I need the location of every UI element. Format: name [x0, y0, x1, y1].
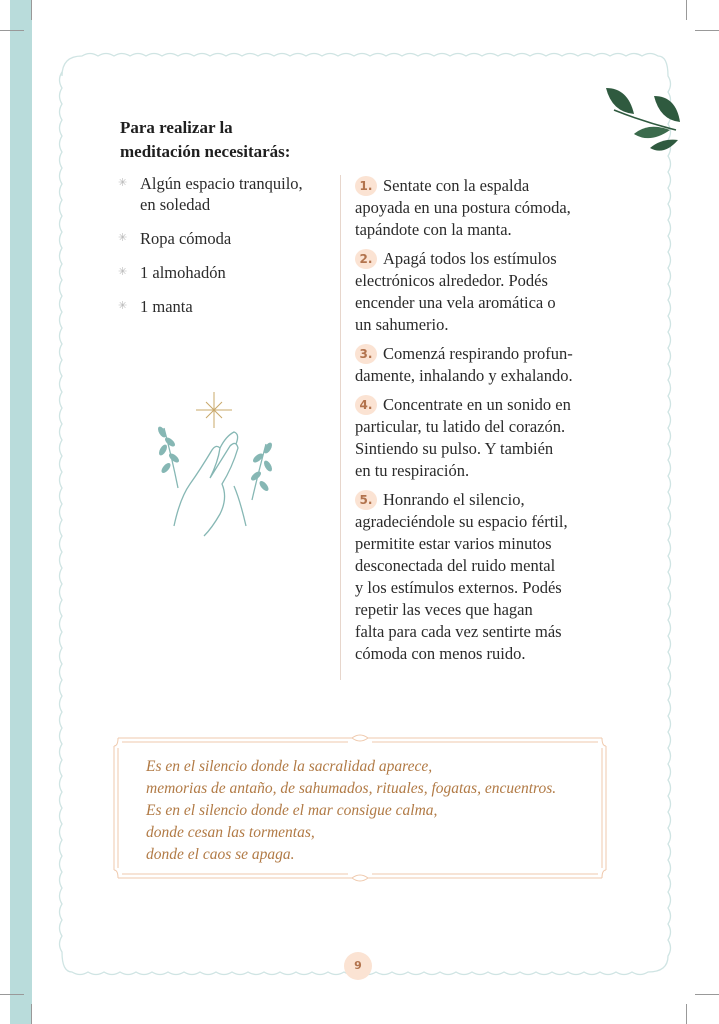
- step-text: Apagá todos los estímulos: [383, 249, 557, 268]
- step-text: encender una vela aromática o: [355, 293, 556, 312]
- step-text: Sentate con la espalda: [383, 176, 530, 195]
- steps-list: [355, 175, 615, 672]
- quote-line: Es en el silencio donde el mar consigue calma,: [146, 802, 438, 819]
- quote-line: donde el caos se apaga.: [146, 846, 295, 863]
- quote-line: Es en el silencio donde la sacralidad aparece,: [146, 758, 433, 775]
- list-item-text: Ropa cómoda: [140, 229, 232, 248]
- list-item-text: 1 manta: [140, 297, 193, 316]
- step-text: un sahumerio.: [355, 315, 449, 334]
- asterisk-icon: ✳: [118, 232, 128, 244]
- step-text: cómoda con menos ruido.: [355, 644, 526, 663]
- step-text: tapándote con la manta.: [355, 220, 512, 239]
- asterisk-icon: ✳: [118, 177, 128, 189]
- step-text: Sintiendo su pulso. Y también: [355, 439, 554, 458]
- list-item-text: Algún espacio tranquilo,: [140, 174, 303, 193]
- list-item: [118, 262, 338, 283]
- step-text: apoyada en una postura cómoda,: [355, 198, 571, 217]
- materials-title-line: Para realizar la: [120, 118, 233, 137]
- step-text: electrónicos alrededor. Podés: [355, 271, 548, 290]
- step-number-badge: 1.: [355, 176, 377, 196]
- list-item: [118, 296, 338, 317]
- materials-title: [120, 116, 340, 164]
- step-text: Comenzá respirando profun-: [383, 344, 573, 363]
- step-number-badge: 4.: [355, 395, 377, 415]
- step-text: damente, inhalando y exhalando.: [355, 366, 573, 385]
- quote-line: donde cesan las tormentas,: [146, 824, 315, 841]
- step-number-badge: 3.: [355, 344, 377, 364]
- step-text: y los estímulos externos. Podés: [355, 578, 562, 597]
- step-1: [355, 175, 615, 241]
- list-item-text: 1 almohadón: [140, 263, 226, 282]
- step-text: agradeciéndole su espacio fértil,: [355, 512, 568, 531]
- list-item: [118, 228, 338, 249]
- asterisk-icon: ✳: [118, 266, 128, 278]
- praying-hands-icon: [150, 388, 280, 538]
- step-text: falta para cada vez sentirte más: [355, 622, 562, 641]
- column-divider: [340, 175, 341, 680]
- materials-title-line: meditación necesitarás:: [120, 142, 291, 161]
- step-text: desconectada del ruido mental: [355, 556, 556, 575]
- page-number: 9: [344, 952, 372, 980]
- step-5: [355, 489, 615, 665]
- step-text: particular, tu latido del corazón.: [355, 417, 566, 436]
- step-4: [355, 394, 615, 482]
- laurel-leaves-icon: [604, 82, 684, 162]
- asterisk-icon: ✳: [118, 300, 128, 312]
- step-number-badge: 2.: [355, 249, 377, 269]
- list-item-text: en soledad: [140, 195, 211, 214]
- step-text: permitite estar varios minutos: [355, 534, 552, 553]
- step-text: repetir las veces que hagan: [355, 600, 533, 619]
- step-text: Concentrate en un sonido en: [383, 395, 571, 414]
- step-3: [355, 343, 615, 387]
- step-text: Honrando el silencio,: [383, 490, 525, 509]
- quote-text: [146, 756, 606, 866]
- list-item: [118, 173, 338, 215]
- step-2: [355, 248, 615, 336]
- materials-list: [118, 173, 338, 330]
- step-text: en tu respiración.: [355, 461, 470, 480]
- quote-line: memorias de antaño, de sahumados, rituales, fogatas, encuentros.: [146, 780, 557, 797]
- step-number-badge: 5.: [355, 490, 377, 510]
